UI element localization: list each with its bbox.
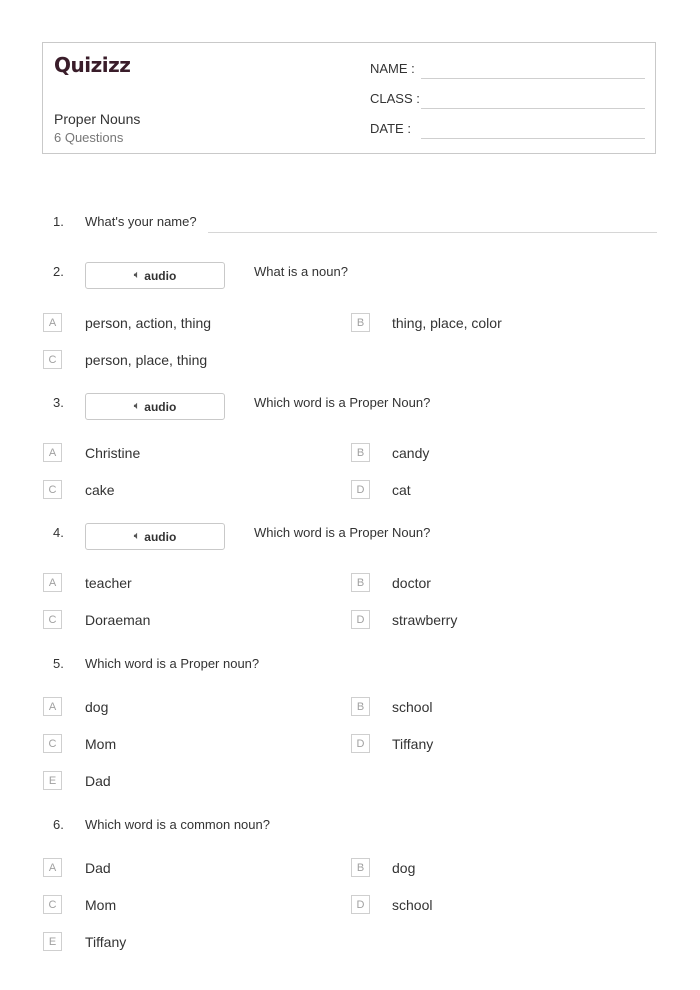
question-number: 6. (53, 817, 64, 832)
option-text: doctor (392, 575, 431, 591)
option-letter: D (351, 895, 370, 914)
option-letter: E (43, 932, 62, 951)
option-text: Dad (85, 773, 111, 789)
speaker-icon: 🔈︎ (133, 269, 141, 281)
option-text: Tiffany (392, 736, 434, 752)
option-text: school (392, 699, 433, 715)
option-text: person, place, thing (85, 352, 208, 368)
option-letter: D (351, 610, 370, 629)
question-number: 2. (53, 264, 64, 279)
option-text: school (392, 897, 433, 913)
option-letter: C (43, 610, 62, 629)
worksheet-title: Proper Nouns (54, 111, 141, 127)
date-field[interactable] (421, 138, 645, 139)
quizizz-logo: Quizizz (54, 53, 131, 77)
option-letter: E (43, 771, 62, 790)
option-text: cat (392, 482, 411, 498)
option-text: Mom (85, 897, 117, 913)
option-letter: A (43, 443, 62, 462)
option-text: Tiffany (85, 934, 127, 950)
option-letter: A (43, 858, 62, 877)
option-text: cake (85, 482, 115, 498)
option-text: dog (85, 699, 109, 715)
date-label: DATE : (370, 121, 411, 136)
audio-label: audio (144, 529, 177, 544)
question-number: 5. (53, 656, 64, 671)
option-text: dog (392, 860, 416, 876)
speaker-icon: 🔈︎ (133, 530, 141, 542)
audio-button[interactable] (85, 523, 225, 550)
name-label: NAME : (370, 61, 415, 76)
option-text: candy (392, 445, 430, 461)
option-letter: B (351, 573, 370, 592)
option-letter: B (351, 858, 370, 877)
question-number: 4. (53, 525, 64, 540)
question-text: Which word is a common noun? (85, 817, 270, 832)
option-text: thing, place, color (392, 315, 502, 331)
audio-label: audio (144, 268, 177, 283)
class-label: CLASS : (370, 91, 420, 106)
speaker-icon: 🔈︎ (133, 400, 141, 412)
option-text: Dad (85, 860, 111, 876)
answer-line[interactable] (208, 232, 657, 233)
option-letter: B (351, 443, 370, 462)
audio-label: audio (144, 399, 177, 414)
option-letter: A (43, 573, 62, 592)
option-letter: C (43, 350, 62, 369)
question-number: 1. (53, 214, 64, 229)
question-text: Which word is a Proper Noun? (254, 525, 431, 540)
option-letter: D (351, 480, 370, 499)
option-text: person, action, thing (85, 315, 212, 331)
option-text: Mom (85, 736, 117, 752)
class-field[interactable] (421, 108, 645, 109)
option-letter: A (43, 313, 62, 332)
question-text: What's your name? (85, 214, 197, 229)
question-text: Which word is a Proper Noun? (254, 395, 431, 410)
option-letter: C (43, 480, 62, 499)
option-letter: B (351, 313, 370, 332)
option-letter: D (351, 734, 370, 753)
option-text: Doraeman (85, 612, 151, 628)
option-letter: B (351, 697, 370, 716)
question-count: 6 Questions (54, 130, 124, 145)
option-letter: C (43, 895, 62, 914)
option-text: Christine (85, 445, 141, 461)
option-text: strawberry (392, 612, 458, 628)
option-letter: C (43, 734, 62, 753)
name-field[interactable] (421, 78, 645, 79)
question-text: Which word is a Proper noun? (85, 656, 260, 671)
option-text: teacher (85, 575, 132, 591)
audio-button[interactable] (85, 262, 225, 289)
worksheet-header (42, 42, 656, 154)
option-letter: A (43, 697, 62, 716)
question-number: 3. (53, 395, 64, 410)
audio-button[interactable] (85, 393, 225, 420)
question-text: What is a noun? (254, 264, 348, 279)
